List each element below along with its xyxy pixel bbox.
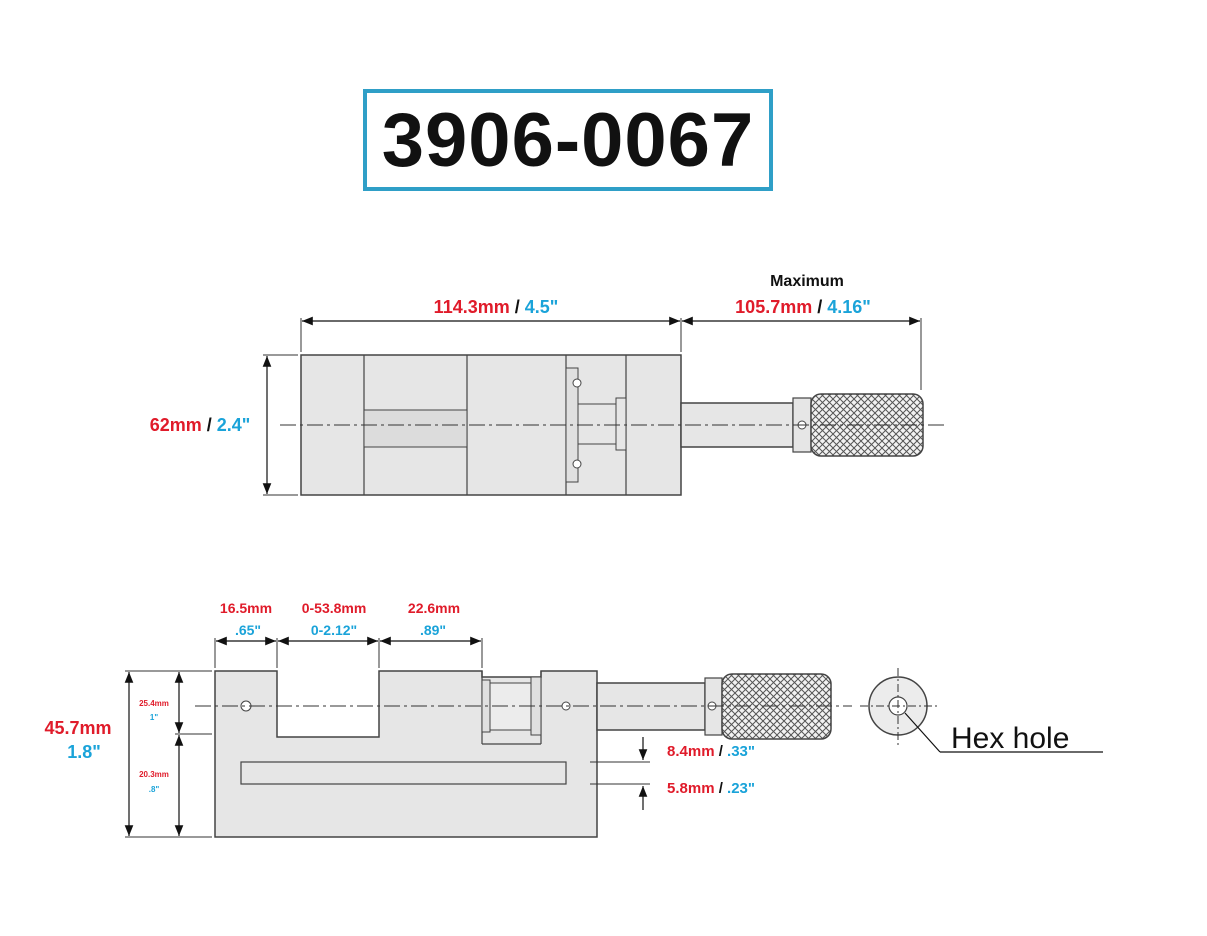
upper-mm: 25.4mm	[139, 699, 169, 708]
hex-hole-label: Hex hole	[951, 722, 1070, 755]
seg2-mm: 0-53.8mm	[301, 600, 367, 616]
side-slot	[241, 762, 566, 784]
height-mm: 45.7mm	[44, 718, 112, 738]
seg2-in: 0-2.12"	[310, 622, 358, 638]
max-opening-label: 105.7mm / 4.16"	[735, 297, 871, 317]
length-label: 114.3mm / 4.5"	[433, 297, 559, 317]
seg1-in: .65"	[234, 622, 262, 638]
side-view	[44, 600, 1103, 837]
height-in: 1.8"	[67, 742, 101, 762]
part-number: 3906-0067	[381, 97, 755, 183]
seg1-mm: 16.5mm	[219, 600, 273, 616]
seg3-mm: 22.6mm	[407, 600, 461, 616]
seg3-in: .89"	[419, 622, 447, 638]
slot-offset-label: 5.8mm / .23"	[667, 780, 756, 797]
slot-height-label: 8.4mm / .33"	[667, 743, 756, 760]
lower-in: .8"	[148, 785, 160, 794]
upper-in: 1"	[149, 713, 159, 722]
maximum-label: Maximum	[770, 273, 844, 290]
top-view	[150, 273, 945, 495]
width-label: 62mm / 2.4"	[149, 415, 251, 435]
lower-mm: 20.3mm	[139, 770, 169, 779]
